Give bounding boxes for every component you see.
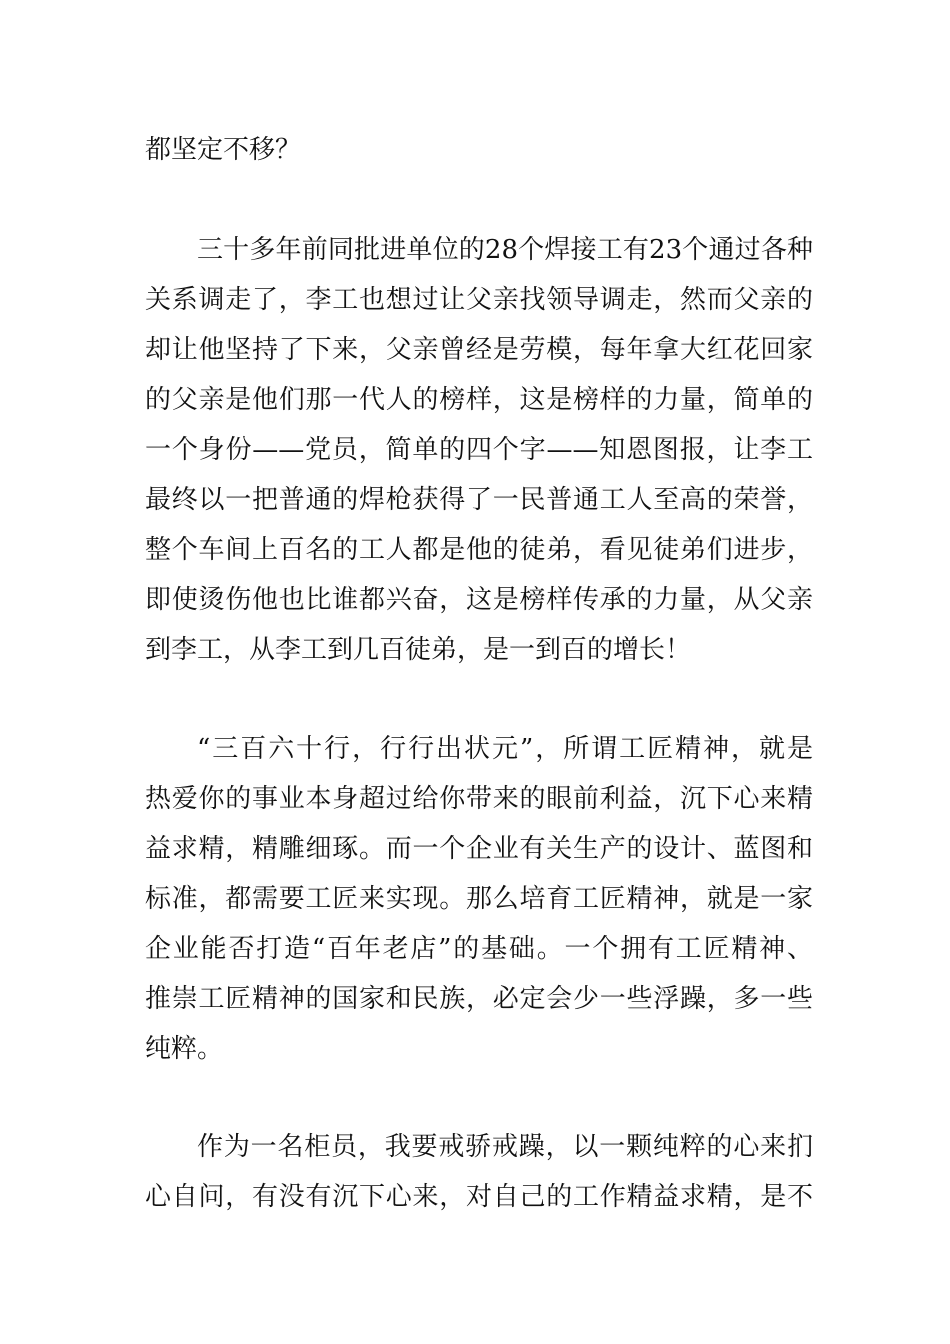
paragraph-line: 即使烫伤他也比谁都兴奋，这是榜样传承的力量，从父亲 (145, 585, 813, 615)
paragraph-line: 作为一名柜员，我要戒骄戒躁，以一颗纯粹的心来扪 (197, 1132, 813, 1162)
paragraph-line: 却让他坚持了下来，父亲曾经是劳模，每年拿大红花回家 (145, 335, 813, 365)
paragraph-line: 纯粹。 (145, 1034, 224, 1064)
paragraph-line: 心自问，有没有沉下心来，对自己的工作精益求精，是不 (145, 1182, 813, 1212)
paragraph-line: 的父亲是他们那一代人的榜样，这是榜样的力量，简单的 (145, 385, 813, 415)
paragraph-line: 三十多年前同批进单位的28个焊接工有23个通过各种 (197, 235, 813, 265)
paragraph-line: 益求精，精雕细琢。而一个企业有关生产的设计、蓝图和 (145, 834, 813, 864)
paragraph-line: 到李工，从李工到几百徒弟，是一到百的增长！ (145, 635, 692, 665)
paragraph-line: 都坚定不移？ (145, 135, 302, 165)
paragraph-line: 一个身份——党员，简单的四个字——知恩图报，让李工 (145, 435, 813, 465)
paragraph-line: 热爱你的事业本身超过给你带来的眼前利益，沉下心来精 (145, 784, 813, 814)
paragraph-line: 整个车间上百名的工人都是他的徒弟，看见徒弟们进步， (145, 535, 813, 565)
paragraph-line: 推崇工匠精神的国家和民族，必定会少一些浮躁，多一些 (145, 984, 813, 1014)
paragraph-line: 关系调走了，李工也想过让父亲找领导调走，然而父亲的 (145, 285, 813, 315)
paragraph-line: 标准，都需要工匠来实现。那么培育工匠精神，就是一家 (145, 884, 813, 914)
paragraph-line: “三百六十行，行行出状元”，所谓工匠精神，就是 (197, 734, 813, 764)
paragraph-line: 最终以一把普通的焊枪获得了一民普通工人至高的荣誉， (145, 485, 813, 515)
paragraph-line: 企业能否打造“百年老店”的基础。一个拥有工匠精神、 (145, 934, 813, 964)
